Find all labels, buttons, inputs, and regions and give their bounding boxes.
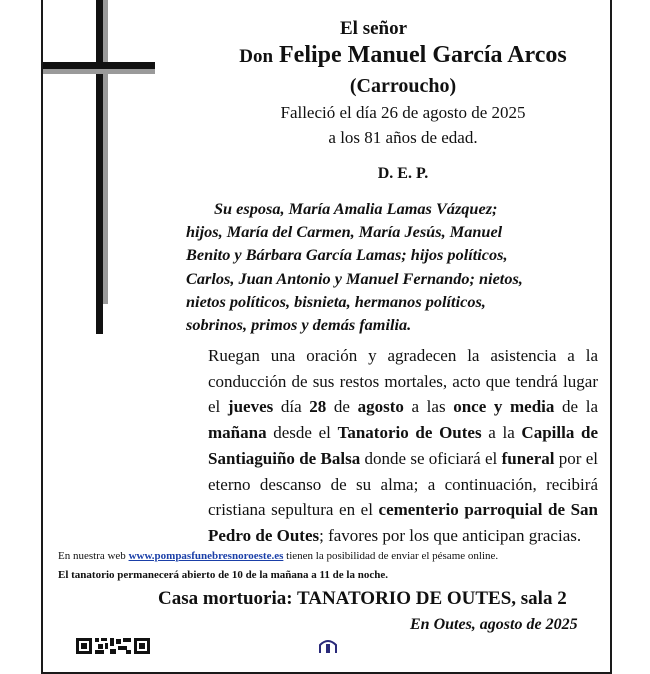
hour-text: once y media [453,397,555,417]
funeral-home-logo [316,639,340,653]
month-text: agosto [357,397,404,417]
family-paragraph [186,197,598,336]
day-text: jueves [227,397,274,417]
venue-text: Casa mortuoria: TANATORIO DE OUTES, sala 2 [158,588,567,609]
daypart-text: mañana [208,423,267,443]
family-line: hijos, María del Carmen, María Jesús, Manuel [186,222,503,242]
website-link[interactable]: www.pompasfunebresnoroeste.es [128,550,284,562]
nickname: (Carroucho) [349,75,457,97]
rip-text: D. E. P. [377,165,429,182]
title-label: El señor [340,18,408,39]
family-line: Su esposa, María Amalia Lamas Vázquez; [214,199,498,218]
family-line: Benito y Bárbara García Lamas; hijos políticos, [186,245,508,265]
cemetery-name: cementerio parroquial de San Pedro de Outes [208,500,598,545]
name-prefix: Don [239,46,274,67]
family-line: sobrinos, primos y demás familia. [186,315,412,335]
origin-venue: Tanatorio de Outes [337,423,482,443]
full-name: Felipe Manuel García Arcos [279,42,567,68]
family-line: nietos políticos, bisnieta, hermanos políticos, [186,291,486,311]
age-text: a los 81 años de edad. [328,128,478,147]
death-date: Falleció el día 26 de agosto de 2025 [280,103,526,122]
announcement-paragraph: Ruegan una oración y agradecen la asistencia a la conducción de sus restos mortales, acto que tendrá lugar el jueves día 28 de agosto a las once y media de la mañana desde el Tanatorio de Outes a la Capilla de Santiaguiño de Balsa donde se oficiará el funeral por el eterno descanso de su alma; a continuación, recibirá cristiana sepultura en el cementerio parroquial de San Pedro de Outes; favores por los que anticipan gracias. [208,346,598,545]
opening-hours: El tanatorio permanecerá abierto de 10 de la mañana a 11 de la noche. [58,569,388,581]
deceased-name [188,42,618,69]
chapel-name: Capilla de Santiaguiño de Balsa [208,423,598,468]
qr-code-icon [76,636,150,656]
web-notice: En nuestra web www.pompasfunebresnoroeste.es tienen la posibilidad de enviar el pésame online. [58,550,499,562]
funeral-text: funeral [501,448,555,468]
family-line: Carlos, Juan Antonio y Manuel Fernando; nietos, [186,268,523,288]
place-date: En Outes, agosto de 2025 [410,616,578,633]
date-text: 28 [309,397,327,417]
